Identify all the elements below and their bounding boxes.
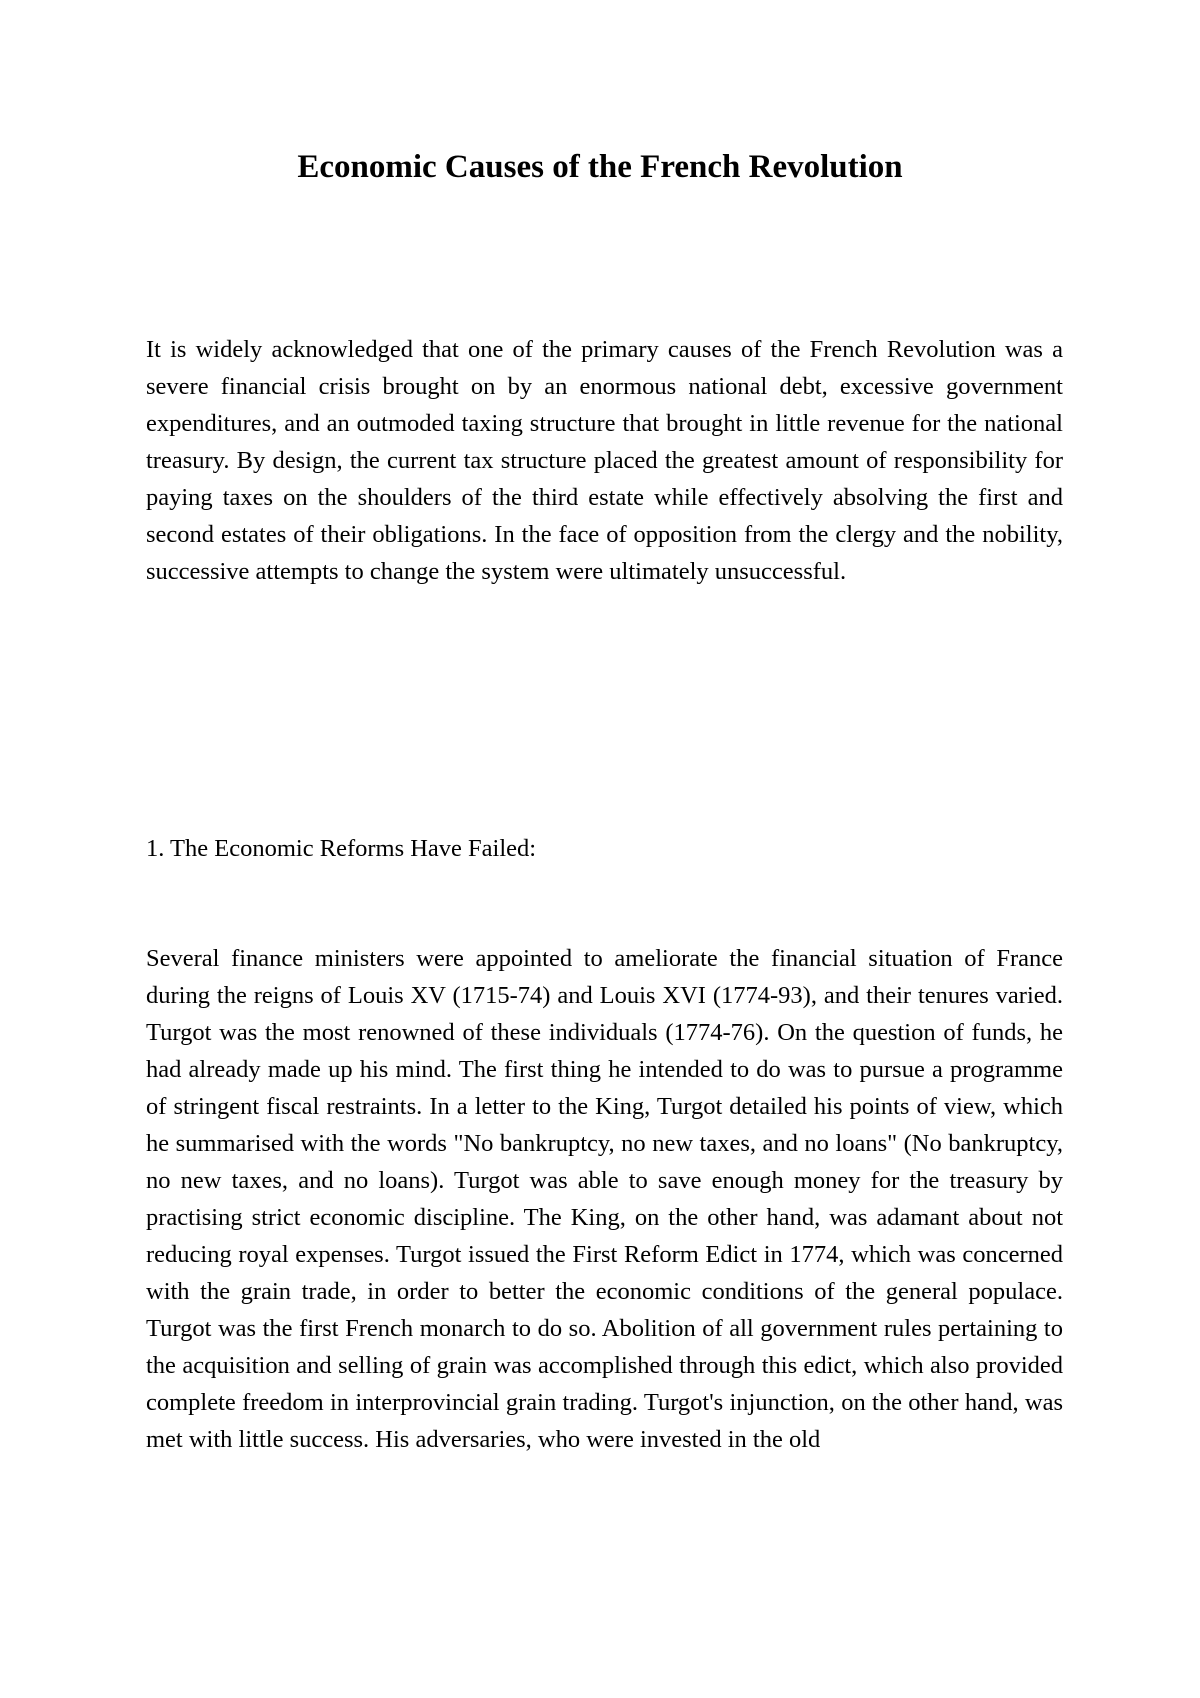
intro-paragraph: It is widely acknowledged that one of the primary causes of the French Revolution was a severe financial crisis brought on by an enormous national debt, excessive government expenditures, and an outmoded taxing structure that brought in little revenue for the national treasury. By design, the current tax structure placed the greatest amount of responsibility for paying taxes on the shoulders of the third estate while effectively absolving the first and second estates of their obligations. In the face of opposition from the clergy and the nobility, successive attempts to change the system were ultimately unsuccessful. — [146, 336, 1063, 585]
section-heading: 1. The Economic Reforms Have Failed: — [146, 835, 537, 862]
document-title: Economic Causes of the French Revolution — [297, 149, 903, 185]
section-paragraph: Several finance ministers were appointed to ameliorate the financial situation of France during the reigns of Louis XV (1715-74) and Louis XVI (1774-93), and their tenures varied. Turgot was the most renowned of these individuals (1774-76). On the question of funds, he had already made up his mind. The first thing he intended to do was to pursue a programme of stringent fiscal restraints. In a letter to the King, Turgot detailed his points of view, which he summarised with the words "No bankruptcy, no new taxes, and no loans" (No bankruptcy, no new taxes, and no loans). Turgot was able to save enough money for the treasury by practising strict economic discipline. The King, on the other hand, was adamant about not reducing royal expenses. Turgot issued the First Reform Edict in 1774, which was concerned with the grain trade, in order to better the economic conditions of the general populace. Turgot was the first French monarch to do so. Abolition of all government rules pertaining to the acquisition and selling of grain was accomplished through this edict, which also provided complete freedom in interprovincial grain trading. Turgot's injunction, on the other hand, was met with little success. His adversaries, who were invested in the old — [146, 945, 1063, 1453]
